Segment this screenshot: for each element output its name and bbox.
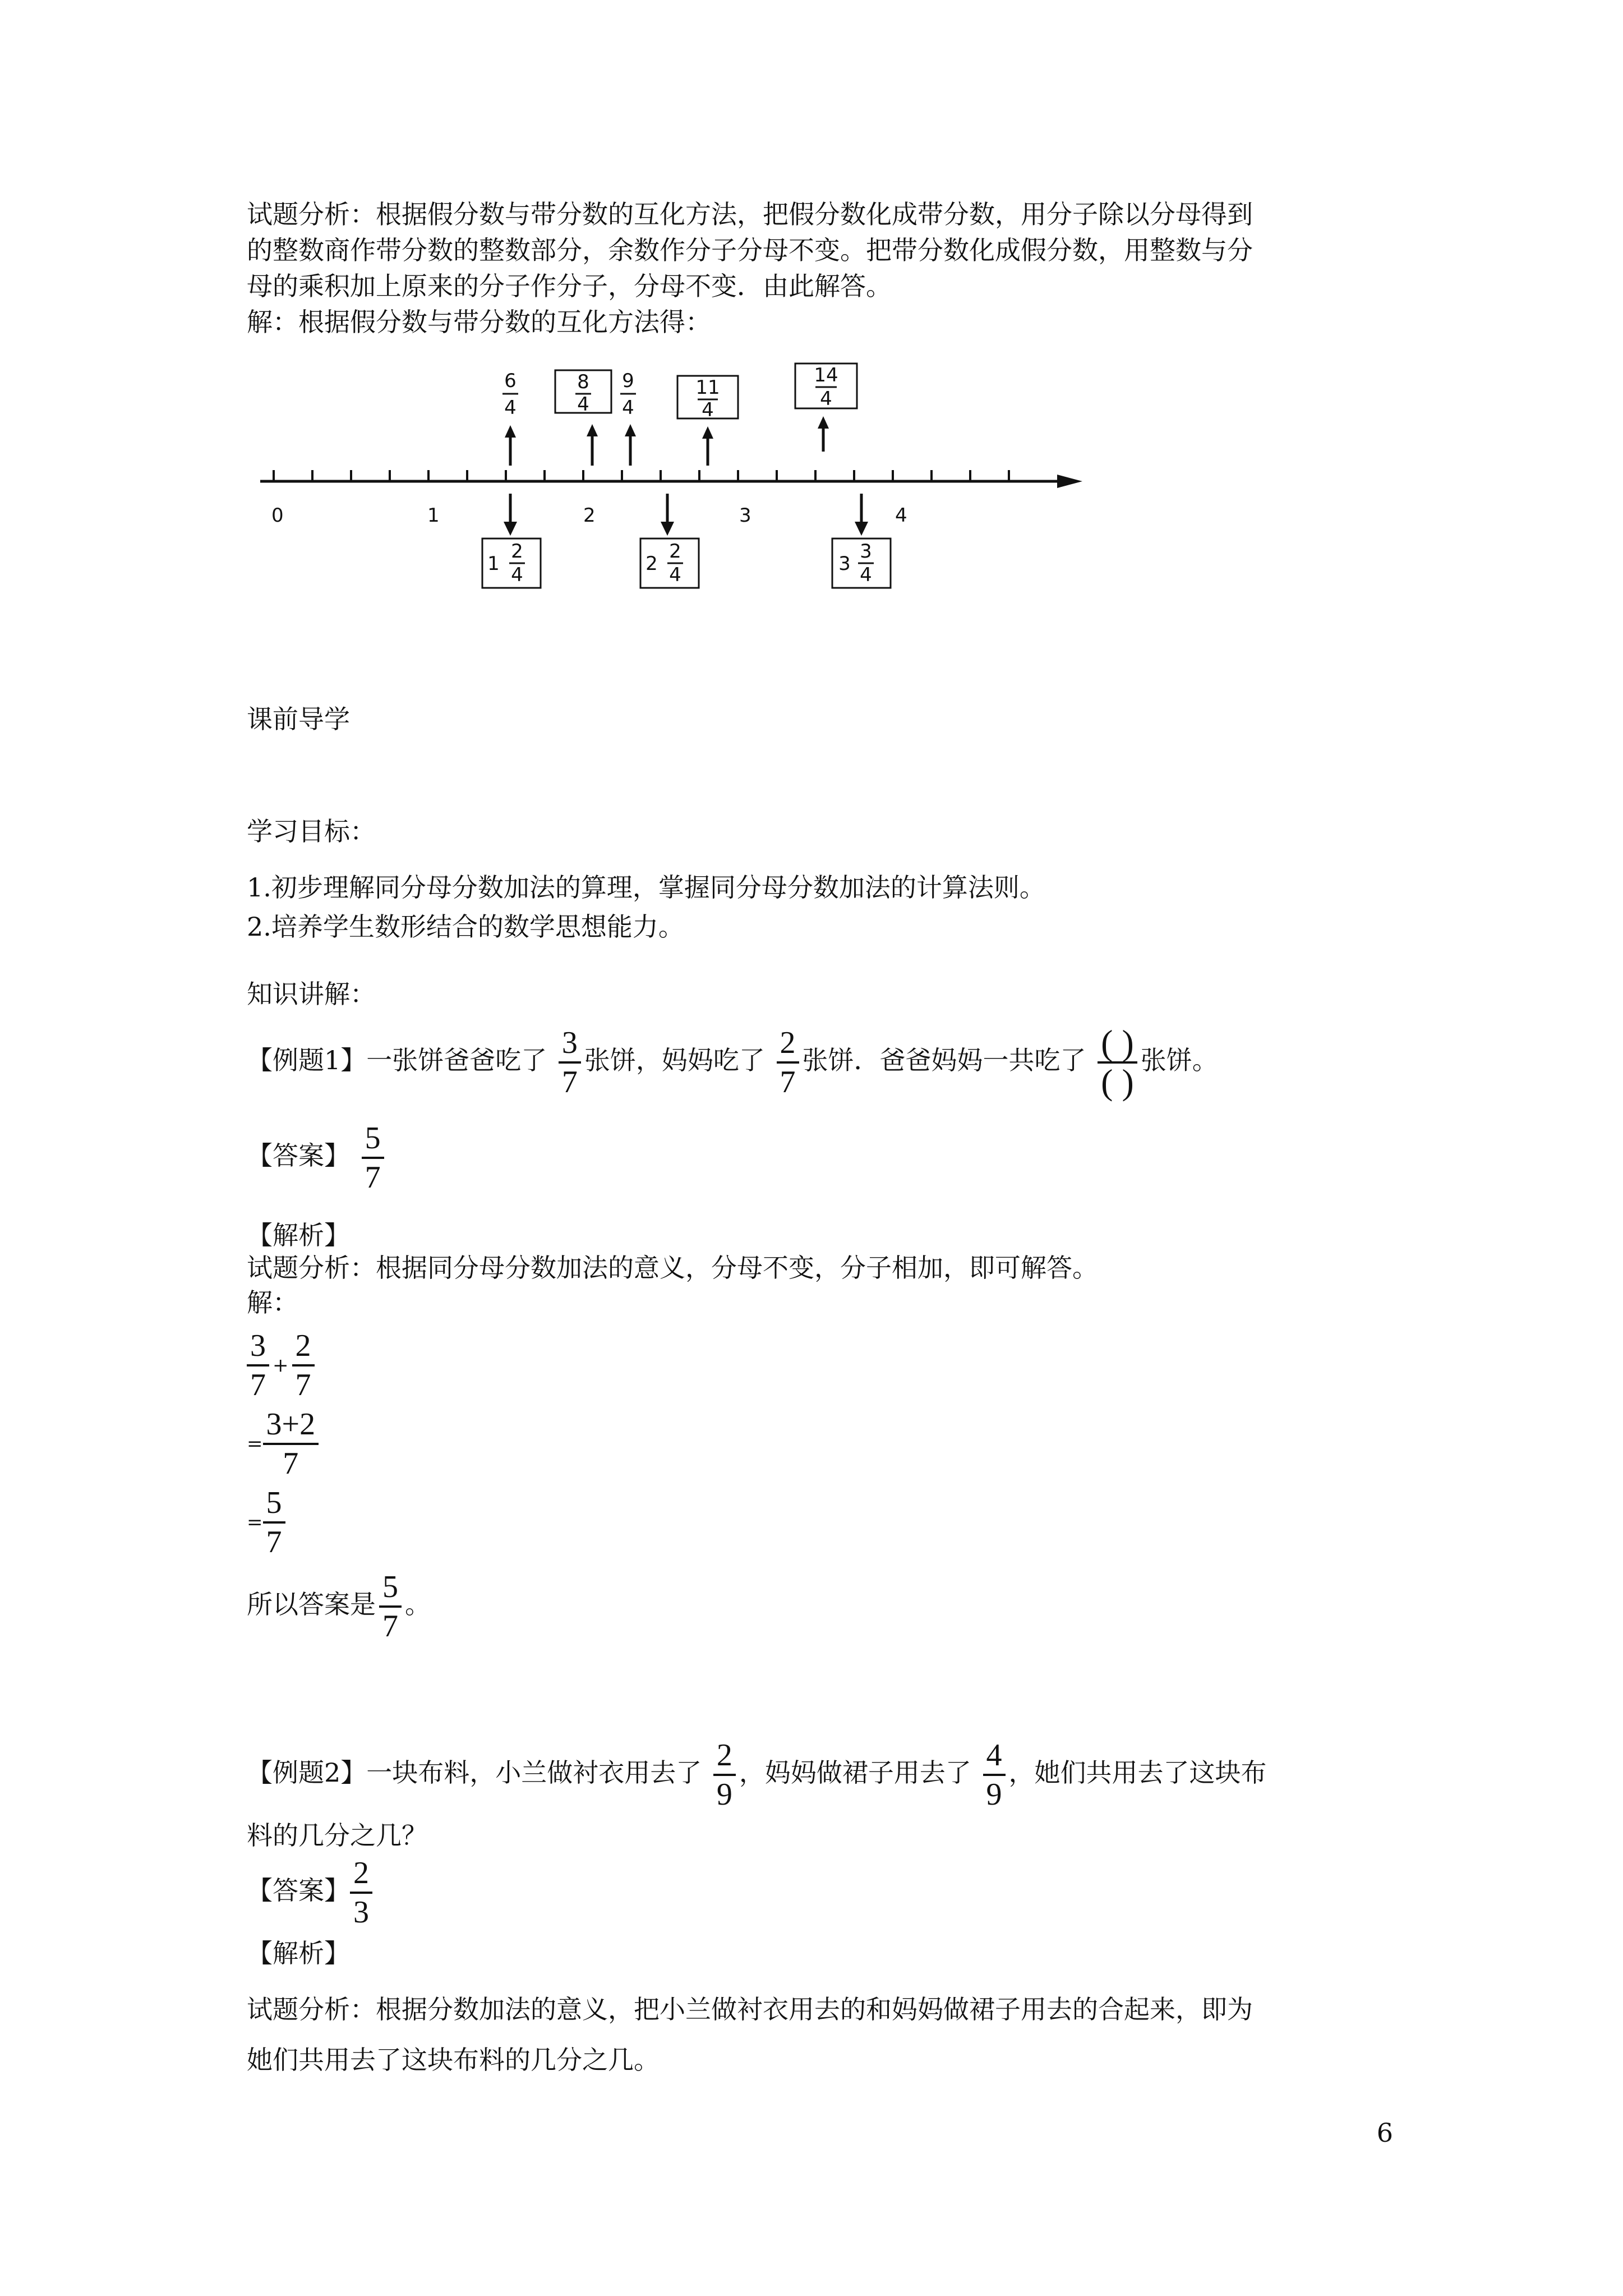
- goals-title: 学习目标：: [247, 816, 376, 846]
- example1-answer: [247, 1116, 388, 1195]
- svg-text:4: 4: [860, 564, 872, 586]
- mixed-number-2-2-4: [645, 540, 683, 586]
- svg-text:9: 9: [622, 370, 634, 392]
- example1-analysis-label: 【解析】: [247, 1220, 350, 1250]
- example2-label: 【例题2】: [247, 1757, 367, 1788]
- svg-text:4: 4: [669, 564, 681, 586]
- svg-text:2: 2: [669, 540, 681, 563]
- tick-label-0: 0: [271, 504, 284, 527]
- goal-item-1: 1.初步理解同分母分数加法的算理，掌握同分母分数加法的计算法则。: [247, 872, 1045, 903]
- svg-text:3: 3: [860, 540, 872, 563]
- svg-text:4: 4: [622, 397, 634, 419]
- example1-step3: = $\frac{5}{7}$: [247, 1481, 289, 1562]
- arrow-up-icon: [818, 416, 829, 429]
- section-preview-heading: 课前导学: [247, 704, 350, 734]
- svg-text:4: 4: [504, 397, 517, 419]
- improper-fraction-14-4: [814, 364, 838, 410]
- analysis-line-1: 试题分析：根据假分数与带分数的互化方法，把假分数化成带分数，用分子除以分母得到: [247, 199, 1253, 229]
- tick-label-4: 4: [895, 504, 907, 527]
- arrow-up-icon: [625, 424, 636, 436]
- svg-text:4: 4: [820, 388, 832, 410]
- svg-text:4: 4: [702, 399, 714, 421]
- svg-text:1: 1: [487, 553, 500, 575]
- svg-text:2: 2: [645, 553, 658, 575]
- example1-label: 【例题1】: [247, 1045, 367, 1075]
- example1-step2: = $\frac{3+2}{7}$: [247, 1402, 322, 1483]
- svg-text:4: 4: [511, 564, 523, 586]
- example2-analysis-1: 试题分析：根据分数加法的意义，把小兰做衬衣用去的和妈妈做裙子用去的合起来，即为: [247, 1994, 1253, 2024]
- improper-fraction-6-4: [502, 370, 518, 419]
- number-line-diagram: [247, 353, 1122, 606]
- fraction-2-7: $\frac{2}{7}$: [777, 1025, 799, 1099]
- arrow-up-icon: [505, 425, 516, 438]
- example1-step1: $\frac{3}{7}$ + $\frac{2}{7}$: [247, 1324, 318, 1405]
- svg-text:14: 14: [814, 364, 838, 386]
- goal-item-2: 2.培养学生数形结合的数学思想能力。: [247, 912, 684, 942]
- blank-fraction: $\frac{( )}{( )}$: [1098, 1025, 1137, 1099]
- analysis-line-2: 的整数商作带分数的整数部分，余数作分子分母不变。把带分数化成假分数，用整数与分: [247, 235, 1253, 265]
- svg-text:8: 8: [577, 371, 589, 393]
- arrow-down-icon: [661, 522, 674, 536]
- solution-intro: 解：根据假分数与带分数的互化方法得：: [247, 307, 711, 337]
- improper-fraction-11-4: [695, 376, 720, 421]
- example2-analysis-2: 她们共用去了这块布料的几分之几。: [247, 2045, 660, 2075]
- arrow-down-icon: [504, 522, 517, 536]
- fraction-3-7: $\frac{3}{7}$: [559, 1025, 581, 1099]
- axis-arrowhead: [1057, 475, 1082, 488]
- page-number: 6: [1376, 2118, 1393, 2148]
- knowledge-title: 知识讲解：: [247, 979, 376, 1009]
- improper-fraction-9-4: [620, 370, 636, 419]
- svg-text:4: 4: [577, 393, 589, 416]
- example2-question-cont: 料的几分之几？: [247, 1820, 427, 1851]
- improper-fraction-8-4: [575, 371, 591, 416]
- arrow-up-icon: [702, 426, 713, 439]
- svg-text:6: 6: [504, 370, 517, 392]
- svg-text:3: 3: [838, 553, 851, 575]
- svg-text:2: 2: [511, 540, 523, 563]
- tick-label-3: 3: [739, 504, 751, 527]
- svg-text:11: 11: [695, 376, 720, 399]
- example1-solve-label: 解：: [247, 1287, 298, 1318]
- example1-conclusion: 所以答案是 $\frac{5}{7}$ 。: [247, 1570, 431, 1644]
- answer-fraction-5-7: $\frac{5}{7}$: [362, 1121, 384, 1195]
- mixed-number-1-2-4: [487, 540, 525, 586]
- arrow-up-icon: [587, 424, 598, 436]
- analysis-line-3: 母的乘积加上原来的分子作分子，分母不变．由此解答。: [247, 271, 892, 301]
- example2-answer: 【答案】 $\frac{2}{3}$: [247, 1851, 376, 1930]
- example2-analysis-label: 【解析】: [247, 1938, 350, 1968]
- answer-label: 【答案】: [247, 1140, 350, 1171]
- example1-question: 【例题1】一张饼爸爸吃了 $\frac{3}{7}$ 张饼，妈妈吃了 $\frac{2}{7}$ 张饼．爸爸妈妈一共吃了 $\frac{( )}{( )}$ 张饼。: [247, 1023, 1218, 1102]
- example2-question: 【例题2】一块布料，小兰做衬衣用去了 $\frac{2}{9}$ ，妈妈做裙子用去了 $\frac{4}{9}$ ，她们共用去了这块布: [247, 1738, 1267, 1812]
- example1-analysis: 试题分析：根据同分母分数加法的意义，分母不变，分子相加，即可解答。: [247, 1253, 1098, 1283]
- axis-ticks: [274, 470, 1009, 481]
- arrow-down-icon: [855, 522, 868, 536]
- tick-label-2: 2: [583, 504, 596, 527]
- tick-label-1: 1: [427, 504, 440, 527]
- mixed-number-3-3-4: [838, 540, 874, 586]
